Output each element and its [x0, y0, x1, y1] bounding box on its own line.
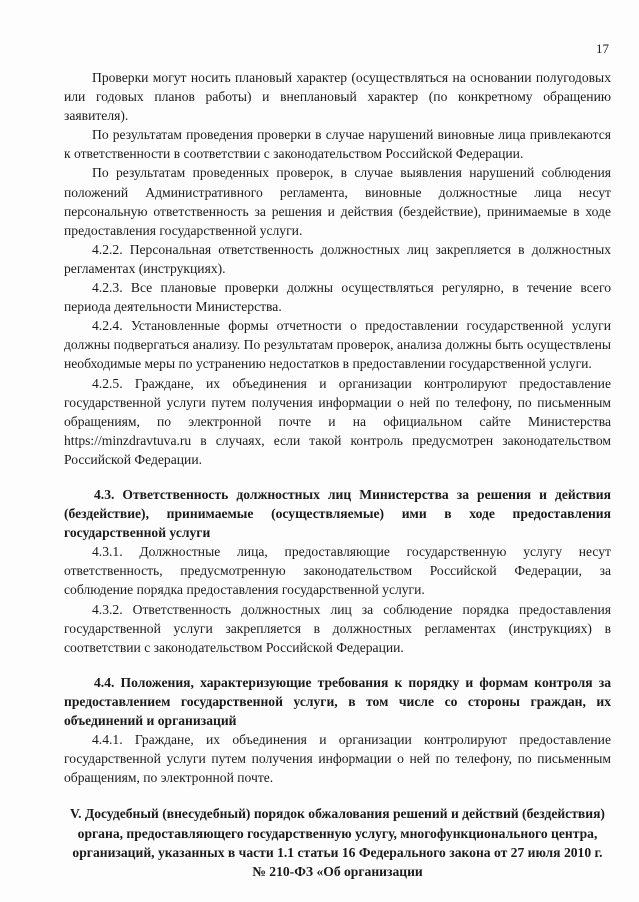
paragraph-4-3-2: 4.3.2. Ответственность должностных лиц за соблюдение порядка предоставления государственной услуги закрепляется в должностных регламентах (инструкциях) в соответствии с законодательством Российской Федерации.	[64, 601, 611, 655]
paragraph-4-2-4: 4.2.4. Установленные формы отчетности о предоставлении государственной услуги должны подвергаться анализу. По результатам проверок, анализа должны быть осуществлены необходимые меры по устранению недостатков в предоставлении государственной услуги.	[64, 318, 611, 372]
paragraph: Проверки могут носить плановый характер (осуществляться на основании полугодовых или годовых планов работы) и внеплановый характер (по конкретному обращению заявителя).	[64, 70, 611, 124]
paragraph-4-3-1: 4.3.1. Должностные лица, предоставляющие государственную услугу несут ответственность, предусмотренную законодательством Российской Федерации, за соблюдение порядка предоставления государственной услуги.	[64, 544, 611, 598]
paragraph: По результатам проведенных проверок, в случае выявления нарушений соблюдения положений Административного регламента, виновные должностные лица несут персональную ответственность за решения и действия (бездействие), принимаемые в ходе предоставления государственной услуги.	[64, 165, 611, 238]
spacer	[64, 787, 611, 804]
heading-4-4: 4.4. Положения, характеризующие требования к порядку и формам контроля за предоставлением государственной услуги, в том числе со стороны граждан, их объединений и организаций	[64, 674, 611, 728]
section-v-heading: V. Досудебный (внесудебный) порядок обжалования решений и действий (бездействия) органа, предоставляющего государственную услугу, многофункционального центра, организаций, указанных в части 1.1 статьи 16 Федерального закона от 27 июля 2010 г. № 210-ФЗ «Об организации	[70, 806, 605, 879]
document-body	[64, 68, 611, 881]
page-number: 17	[596, 41, 609, 56]
paragraph-4-2-2: 4.2.2. Персональная ответственность должностных лиц закрепляется в должностных регламентах (инструкциях).	[64, 241, 611, 276]
paragraph-4-2-3: 4.2.3. Все плановые проверки должны осуществляться регулярно, в течение всего периода деятельности Министерства.	[64, 280, 611, 315]
spacer	[64, 469, 611, 485]
paragraph-4-4-1: 4.4.1. Граждане, их объединения и организации контролируют предоставление государственной услуги путем получения информации о ней по телефону, по письменным обращениям, по электронной почте.	[64, 732, 611, 786]
spacer	[64, 657, 611, 673]
heading-4-3: 4.3. Ответственность должностных лиц Министерства за решения и действия (бездействие), принимаемые (осуществляемые) ими в ходе предоставления государственной услуги	[64, 486, 611, 541]
paragraph: По результатам проведения проверки в случае нарушений виновные лица привлекаются к ответственности в соответствии с законодательством Российской Федерации.	[64, 127, 611, 162]
paragraph-4-2-5: 4.2.5. Граждане, их объединения и организации контролируют предоставление государственной услуги путем получения информации о ней по телефону, по письменным обращениям, по электронной почте и на официальном сайте Министерства https://minzdravtuva.ru в случаях, если такой контроль предусмотрен законодательством Российской Федерации.	[64, 375, 611, 467]
